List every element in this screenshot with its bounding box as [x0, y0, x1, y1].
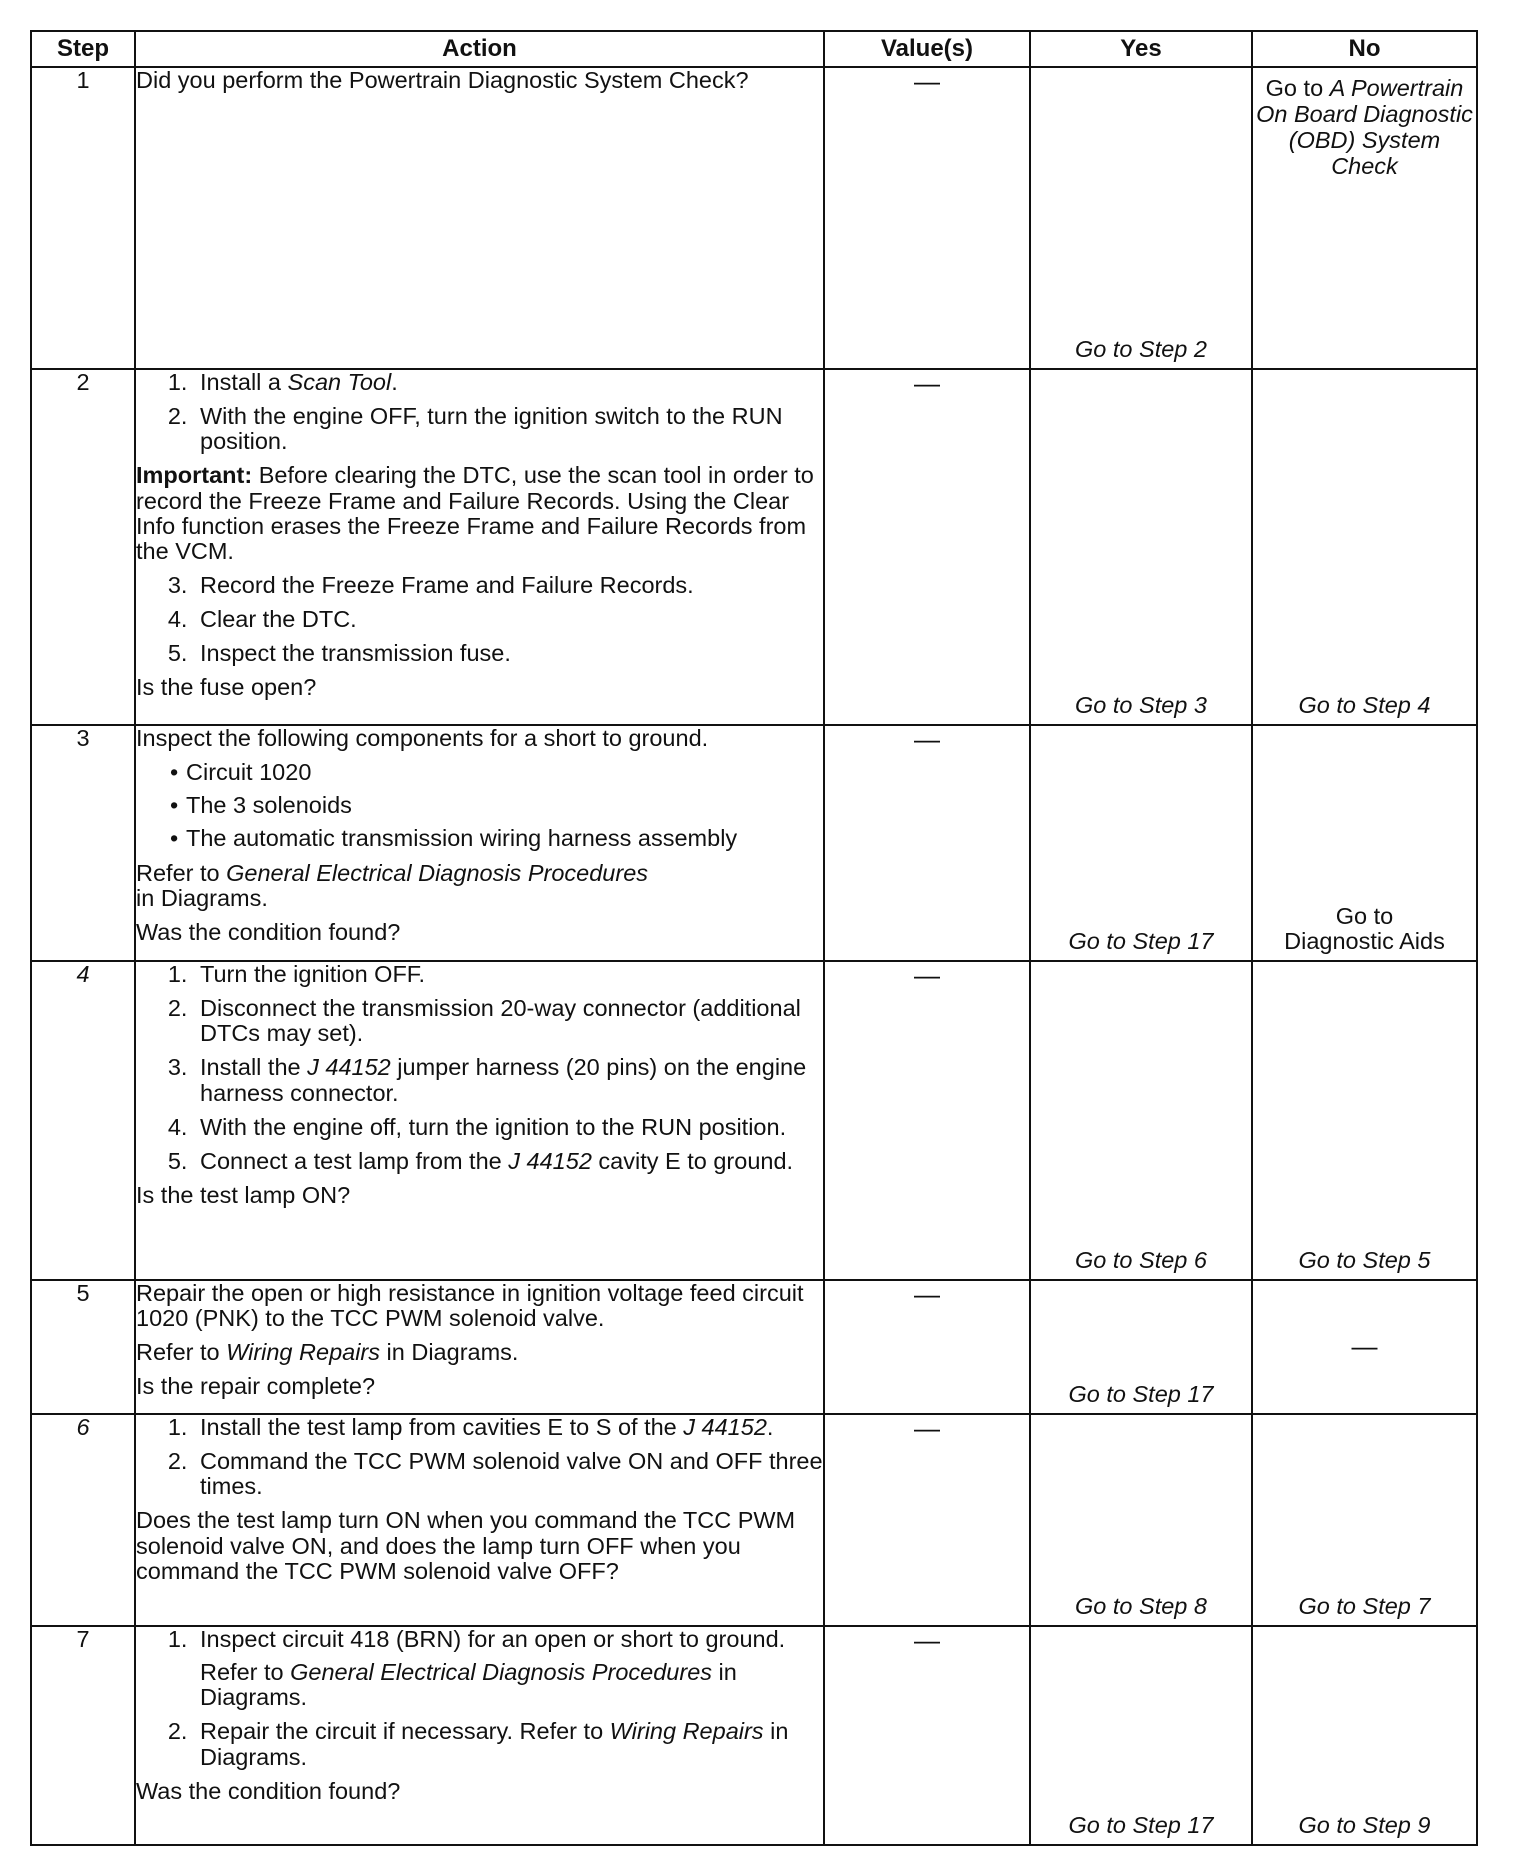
action-cell	[135, 67, 824, 369]
list-item: 4. With the engine off, turn the ignition to the RUN position.	[194, 1115, 823, 1140]
value-cell: —	[824, 1626, 1030, 1845]
step-row-5	[31, 1280, 1477, 1414]
step-number: 3	[31, 725, 135, 961]
reference-text: Refer to General Electrical Diagnosis Procedures in Diagrams.	[200, 1659, 737, 1711]
yes-link[interactable]: Go to Step 2	[1075, 335, 1207, 362]
step-row-1	[31, 67, 1477, 369]
question-text: Was the condition found?	[136, 918, 401, 945]
no-link[interactable]: Go to Step 9	[1298, 1811, 1431, 1838]
header-row	[31, 31, 1477, 67]
list-item: • The 3 solenoids	[186, 793, 823, 818]
list-item: 1. Turn the ignition OFF.	[194, 962, 823, 987]
yes-link[interactable]: Go to Step 6	[1075, 1246, 1207, 1273]
diagnostic-table	[30, 30, 1478, 1846]
list-item: • The automatic transmission wiring harness assembly	[186, 826, 823, 851]
step-row-2	[31, 369, 1477, 725]
no-link[interactable]: Go to Step 7	[1298, 1592, 1431, 1619]
yes-link[interactable]: Go to Step 3	[1075, 691, 1207, 718]
step-number: 1	[31, 67, 135, 369]
reference-text: Refer to General Electrical Diagnosis Procedures in Diagrams.	[136, 859, 649, 911]
yes-cell	[1030, 1626, 1252, 1845]
list-item: 1. Inspect circuit 418 (BRN) for an open or short to ground. Refer to General Electrical Diagnosis Procedures in Diagrams.	[194, 1627, 823, 1710]
step-row-6	[31, 1414, 1477, 1626]
step-number: 2	[31, 369, 135, 725]
action-cell	[135, 1414, 824, 1626]
step-row-7	[31, 1626, 1477, 1845]
no-cell	[1252, 1414, 1477, 1626]
value-cell: —	[824, 67, 1030, 369]
no-value: —	[1351, 1331, 1378, 1362]
important-label: Important:	[136, 462, 253, 489]
yes-cell	[1030, 369, 1252, 725]
value-cell: —	[824, 1280, 1030, 1414]
value-cell: —	[824, 369, 1030, 725]
action-cell	[135, 1626, 824, 1845]
no-cell	[1252, 369, 1477, 725]
header-yes: Yes	[1030, 31, 1252, 67]
value-cell: —	[824, 1414, 1030, 1626]
no-cell	[1252, 67, 1477, 369]
yes-cell	[1030, 961, 1252, 1280]
no-link[interactable]: Go to Step 5	[1298, 1246, 1431, 1273]
no-link[interactable]	[1253, 68, 1476, 179]
question-text: Does the test lamp turn ON when you command the TCC PWM solenoid valve ON, and does the lamp turn OFF when you command the TCC PWM solenoid valve OFF?	[136, 1507, 796, 1584]
no-link[interactable]: Go to Step 4	[1298, 691, 1431, 718]
important-note: Important: Before clearing the DTC, use the scan tool in order to record the Freeze Frame and Failure Records. Using the Clear Info function erases the Freeze Frame and Failure Records from the VCM.	[136, 462, 814, 564]
yes-cell	[1030, 1280, 1252, 1414]
list-item: • Circuit 1020	[186, 760, 823, 785]
header-action: Action	[135, 31, 824, 67]
action-cell	[135, 725, 824, 961]
step-number: 6	[31, 1414, 135, 1626]
action-list	[136, 573, 823, 666]
action-list	[136, 1627, 823, 1770]
no-reference: A Powertrain On Board Diagnostic (OBD) System Check	[1256, 75, 1473, 179]
yes-cell	[1030, 67, 1252, 369]
yes-link[interactable]: Go to Step 17	[1068, 1380, 1214, 1407]
list-item: 2. Repair the circuit if necessary. Refer to Wiring Repairs in Diagrams.	[194, 1719, 823, 1769]
component-list	[136, 760, 823, 851]
list-item: 4. Clear the DTC.	[194, 607, 823, 632]
step-number: 7	[31, 1626, 135, 1845]
header-step: Step	[31, 31, 135, 67]
list-item: 5. Connect a test lamp from the J 44152 cavity E to ground.	[194, 1149, 823, 1174]
question-text: Is the repair complete?	[136, 1373, 376, 1400]
yes-link[interactable]: Go to Step 17	[1068, 927, 1214, 954]
list-item: 1. Install the test lamp from cavities E to S of the J 44152.	[194, 1415, 823, 1440]
no-prefix: Go to	[1265, 75, 1330, 101]
list-item: 1. Install a Scan Tool.	[194, 370, 823, 395]
header-no: No	[1252, 31, 1477, 67]
instruction-text: Inspect the following components for a short to ground.	[136, 725, 709, 751]
no-cell	[1252, 725, 1477, 961]
yes-cell	[1030, 1414, 1252, 1626]
question-text: Is the fuse open?	[136, 674, 317, 701]
list-item: 3. Record the Freeze Frame and Failure Records.	[194, 573, 823, 598]
yes-cell	[1030, 725, 1252, 961]
value-cell: —	[824, 961, 1030, 1280]
question-text: Was the condition found?	[136, 1777, 401, 1804]
no-cell	[1252, 1626, 1477, 1845]
action-cell	[135, 961, 824, 1280]
step-row-4	[31, 961, 1477, 1280]
list-item: 2. Command the TCC PWM solenoid valve ON and OFF three times.	[194, 1449, 823, 1499]
action-list	[136, 1415, 823, 1499]
action-list	[136, 962, 823, 1174]
step-row-3	[31, 725, 1477, 961]
no-cell	[1252, 961, 1477, 1280]
list-item: 5. Inspect the transmission fuse.	[194, 641, 823, 666]
action-cell	[135, 369, 824, 725]
step-number: 4	[31, 961, 135, 1280]
question-text: Did you perform the Powertrain Diagnostic System Check?	[136, 67, 749, 93]
yes-link[interactable]: Go to Step 8	[1075, 1592, 1207, 1619]
list-item: 2. With the engine OFF, turn the ignition switch to the RUN position.	[194, 404, 823, 454]
yes-link[interactable]: Go to Step 17	[1068, 1811, 1214, 1838]
action-cell	[135, 1280, 824, 1414]
question-text: Is the test lamp ON?	[136, 1181, 351, 1208]
instruction-text: Repair the open or high resistance in ignition voltage feed circuit 1020 (PNK) to the TCC PWM solenoid valve.	[136, 1280, 804, 1332]
no-link[interactable]: Go to Diagnostic Aids	[1284, 902, 1445, 954]
list-item: 2. Disconnect the transmission 20-way connector (additional DTCs may set).	[194, 996, 823, 1046]
reference-text: Refer to Wiring Repairs in Diagrams.	[136, 1339, 519, 1366]
no-cell	[1252, 1280, 1477, 1414]
action-list	[136, 370, 823, 454]
list-item: 3. Install the J 44152 jumper harness (20 pins) on the engine harness connector.	[194, 1055, 823, 1105]
step-number: 5	[31, 1280, 135, 1414]
header-values: Value(s)	[824, 31, 1030, 67]
value-cell: —	[824, 725, 1030, 961]
